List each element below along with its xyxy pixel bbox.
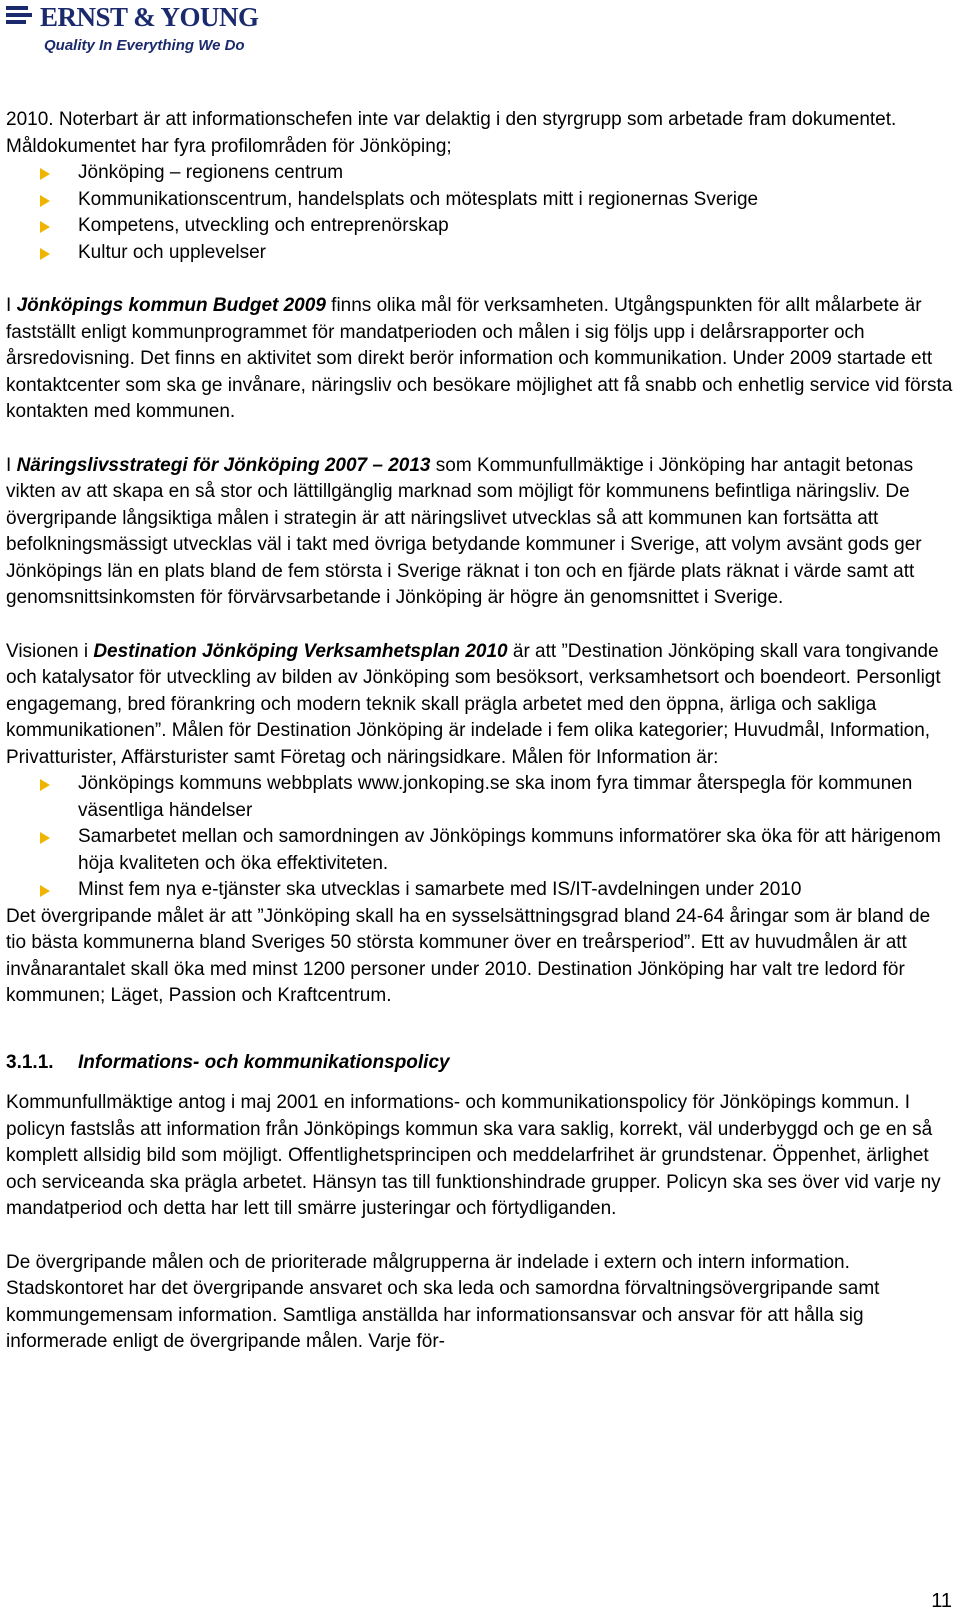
arrow-bullet-icon (40, 221, 50, 233)
list-item: Jönköping – regionens centrum (6, 160, 954, 187)
document-body (6, 107, 954, 1356)
paragraph-policy: Kommunfullmäktige antog i maj 2001 en informations- och kommunikationspolicy för Jönköpings kommun. I policyn fastslås att information från Jönköpings kommun ska vara saklig, korrekt, väl underbyggd och ge en så komplett allsidig bild som möjligt. Offentlighetsprincipen och meddelarfrihet är grundstenar. Öppenhet, ärlighet och serviceanda ska prägla arbetet. Hänsyn tas till funktionshindrade grupper. Policyn ska ses över vid varje ny mandatperiod och detta har lett till smärre justeringar och förtydliganden. (6, 1092, 941, 1219)
paragraph-overall-goal: Det övergripande målet är att ”Jönköping skall ha en sysselsättningsgrad bland 24-64 åringar som är bland de tio bästa kommunerna bland Sveriges 50 största kommuner över en treårsperiod”. Ett av huvudmålen är att invånarantalet skall öka med minst 1200 personer under 2010. Destination Jönköping har valt tre ledord för kommunen; Läget, Passion och Kraftcentrum. (6, 905, 931, 1006)
arrow-bullet-icon (40, 832, 50, 844)
paragraph-naringslivsstrategi: I Näringslivsstrategi för Jönköping 2007 – 2013 som Kommunfullmäktige i Jönköping har antagit betonas vikten av att skapa en så stor och lättillgänglig marknad som möjligt för kommunens befintliga näringsliv. De övergripande långsiktiga målen i strategin är att näringslivet utvecklas så att kommunen kan fortsätta att befolkningsmässigt utvecklas väl i takt med övriga betydande kommuner i Sverige, att volym avsänt gods ger Jönköpings län en plats bland de fem största i Sverige räknat i ton och en fjärde plats räknat i värde samt att genomsnittsinkomsten för förvärvsarbetande i Jönköping är högre än genomsnittet i Sverige. (6, 454, 922, 608)
list-item: Minst fem nya e-tjänster ska utvecklas i samarbete med IS/IT-avdelningen under 2010 (6, 877, 954, 904)
logo-name: ERNST & YOUNG (40, 2, 259, 32)
profile-areas-list (6, 160, 954, 266)
paragraph-1: 2010. Noterbart är att informationschefen inte var delaktig i den styrgrupp som arbetade fram dokumentet. Måldokumentet har fyra profilområden för Jönköping; (6, 109, 897, 157)
ernst-young-logo (6, 4, 266, 56)
paragraph-destination-jonkoping: Visionen i Destination Jönköping Verksamhetsplan 2010 är att ”Destination Jönköping skall vara tongivande och katalysator för utveckling av bilden av Jönköping som besöksort, verksamhetsort och boendeort. Personligt engagemang, bred förankring och modern teknik skall prägla arbetet med den öppna, ärliga och sakliga kommunikationen”. Målen för Destination Jönköping är indelade i fem olika kategorier; Huvudmål, Information, Privatturister, Affärsturister samt Företag och näringsidkare. Målen för Information är: (6, 640, 941, 768)
logo-tagline: Quality In Everything We Do (44, 37, 245, 54)
page-number: 11 (931, 1590, 952, 1612)
arrow-bullet-icon (40, 248, 50, 260)
arrow-bullet-icon (40, 195, 50, 207)
list-item: Kommunikationscentrum, handelsplats och mötesplats mitt i regionernas Sverige (6, 187, 954, 214)
list-item: Kultur och upplevelser (6, 240, 954, 267)
arrow-bullet-icon (40, 168, 50, 180)
list-item: Kompetens, utveckling och entreprenörskap (6, 213, 954, 240)
arrow-bullet-icon (40, 885, 50, 897)
arrow-bullet-icon (40, 779, 50, 791)
paragraph-target-groups: De övergripande målen och de prioriterade målgrupperna är indelade i extern och intern information. Stadskontoret har det övergripande ansvaret och ska leda och samordna förvaltningsövergripande samt kommungemensam information. Samtliga anställda har informationsansvar och ansvar för att hålla sig informerade enligt de övergripande målen. Varje för- (6, 1251, 880, 1352)
information-goals-list (6, 771, 954, 904)
list-item: Samarbetet mellan och samordningen av Jönköpings kommuns informatörer ska öka för att härigenom höja kvaliteten och öka effektiviteten. (6, 824, 954, 877)
logo-mark-icon (6, 6, 34, 28)
section-heading: 3.1.1. Informations- och kommunikationspolicy (6, 1051, 450, 1073)
paragraph-budget-2009: I Jönköpings kommun Budget 2009 finns olika mål för verksamheten. Utgångspunkten för allt målarbete är fastställt enligt kommunprogrammet för mandatperioden och målen i sig följs upp i delårsrapporter och årsredovisning. Det finns en aktivitet som direkt berör information och kommunikation. Under 2009 startade ett kontaktcenter som ska ge invånare, näringsliv och besökare möjlighet att få snabb och enhetlig service vid första kontakten med kommunen. (6, 295, 953, 422)
list-item: Jönköpings kommuns webbplats www.jonkoping.se ska inom fyra timmar återspegla för kommunen väsentliga händelser (6, 771, 954, 824)
